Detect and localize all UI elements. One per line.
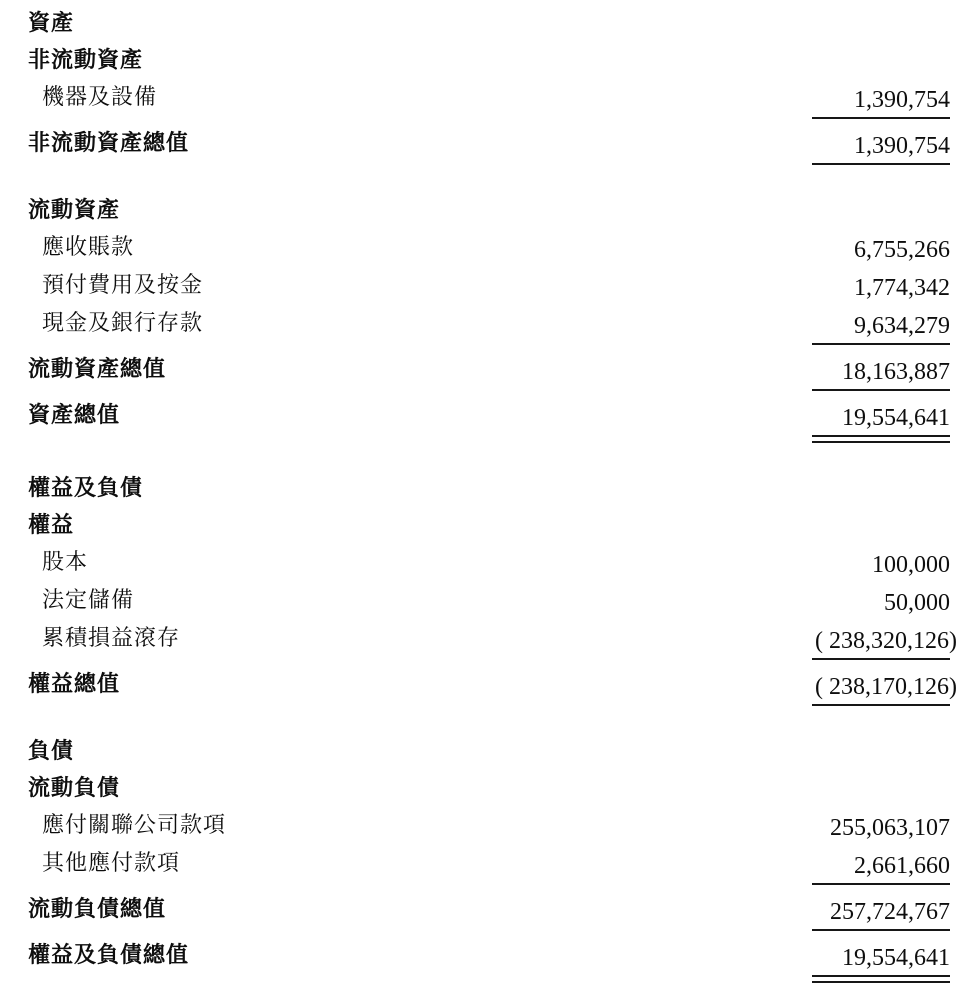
table-row [28,308,950,339]
table-row [28,232,950,263]
single-underrule [812,704,950,706]
row-value: 19,554,641 [842,945,950,971]
table-row [28,82,950,113]
table-row [28,45,950,75]
row-label: 權益及負債 [28,475,144,500]
table-row [28,270,950,301]
row-label: 應收賬款 [42,234,135,259]
row-label: 累積損益滾存 [42,625,181,650]
table-row [28,894,950,925]
table-row [28,547,950,578]
row-label: 權益 [28,512,75,537]
row-value: 257,724,767 [830,899,950,925]
row-label: 其他應付款項 [42,850,181,875]
table-row [28,400,950,431]
row-value [765,473,950,478]
row-label: 機器及設備 [42,84,158,109]
table-row [28,128,950,159]
table-row [28,623,957,654]
row-value [765,736,950,741]
table-row [28,736,950,766]
single-underrule [812,343,950,345]
row-label: 現金及銀行存款 [42,310,204,335]
table-row [28,195,950,225]
single-underrule [812,389,950,391]
row-value: 100,000 [872,552,950,578]
row-value: 2,661,660 [854,853,950,879]
table-row [28,848,950,879]
row-label: 流動資產 [28,197,121,222]
table-row [28,773,950,803]
single-underrule [812,929,950,931]
row-value [765,8,950,13]
row-label: 負債 [28,738,75,763]
row-label: 流動負債 [28,775,121,800]
row-value: 1,390,754 [854,87,950,113]
double-underrule-bottom [812,981,950,983]
row-label: 股本 [42,549,89,574]
row-label: 非流動資產 [28,47,144,72]
table-row [28,354,950,385]
table-row [28,669,957,700]
row-value: 19,554,641 [842,405,950,431]
row-label: 權益及負債總值 [28,942,190,967]
single-underrule [812,883,950,885]
row-label: 權益總值 [28,671,121,696]
row-label: 資產 [28,10,75,35]
row-value: 9,634,279 [854,313,950,339]
double-underrule-bottom [812,441,950,443]
row-value: 50,000 [884,590,950,616]
row-label: 流動負債總值 [28,896,167,921]
balance-sheet-page [0,8,972,983]
row-label: 預付費用及按金 [42,272,204,297]
row-value: ( 238,170,126) [815,674,957,700]
single-underrule [812,117,950,119]
row-value [765,510,950,515]
row-value: 18,163,887 [842,359,950,385]
row-value: 6,755,266 [854,237,950,263]
double-underrule-top [812,975,950,977]
row-label: 非流動資產總值 [28,130,190,155]
row-value [765,195,950,200]
single-underrule [812,163,950,165]
balance-sheet-rows [28,8,957,983]
row-label: 應付關聯公司款項 [42,812,227,837]
row-label: 流動資產總值 [28,356,167,381]
row-value: ( 238,320,126) [815,628,957,654]
table-row [28,473,950,503]
row-value: 1,390,754 [854,133,950,159]
row-value [765,773,950,778]
row-label: 法定儲備 [42,587,135,612]
row-value [765,45,950,50]
table-row [28,8,950,38]
row-label: 資產總值 [28,402,121,427]
table-row [28,940,950,971]
table-row [28,810,950,841]
row-value: 1,774,342 [854,275,950,301]
double-underrule-top [812,435,950,437]
single-underrule [812,658,950,660]
table-row [28,510,950,540]
table-row [28,585,950,616]
row-value: 255,063,107 [830,815,950,841]
